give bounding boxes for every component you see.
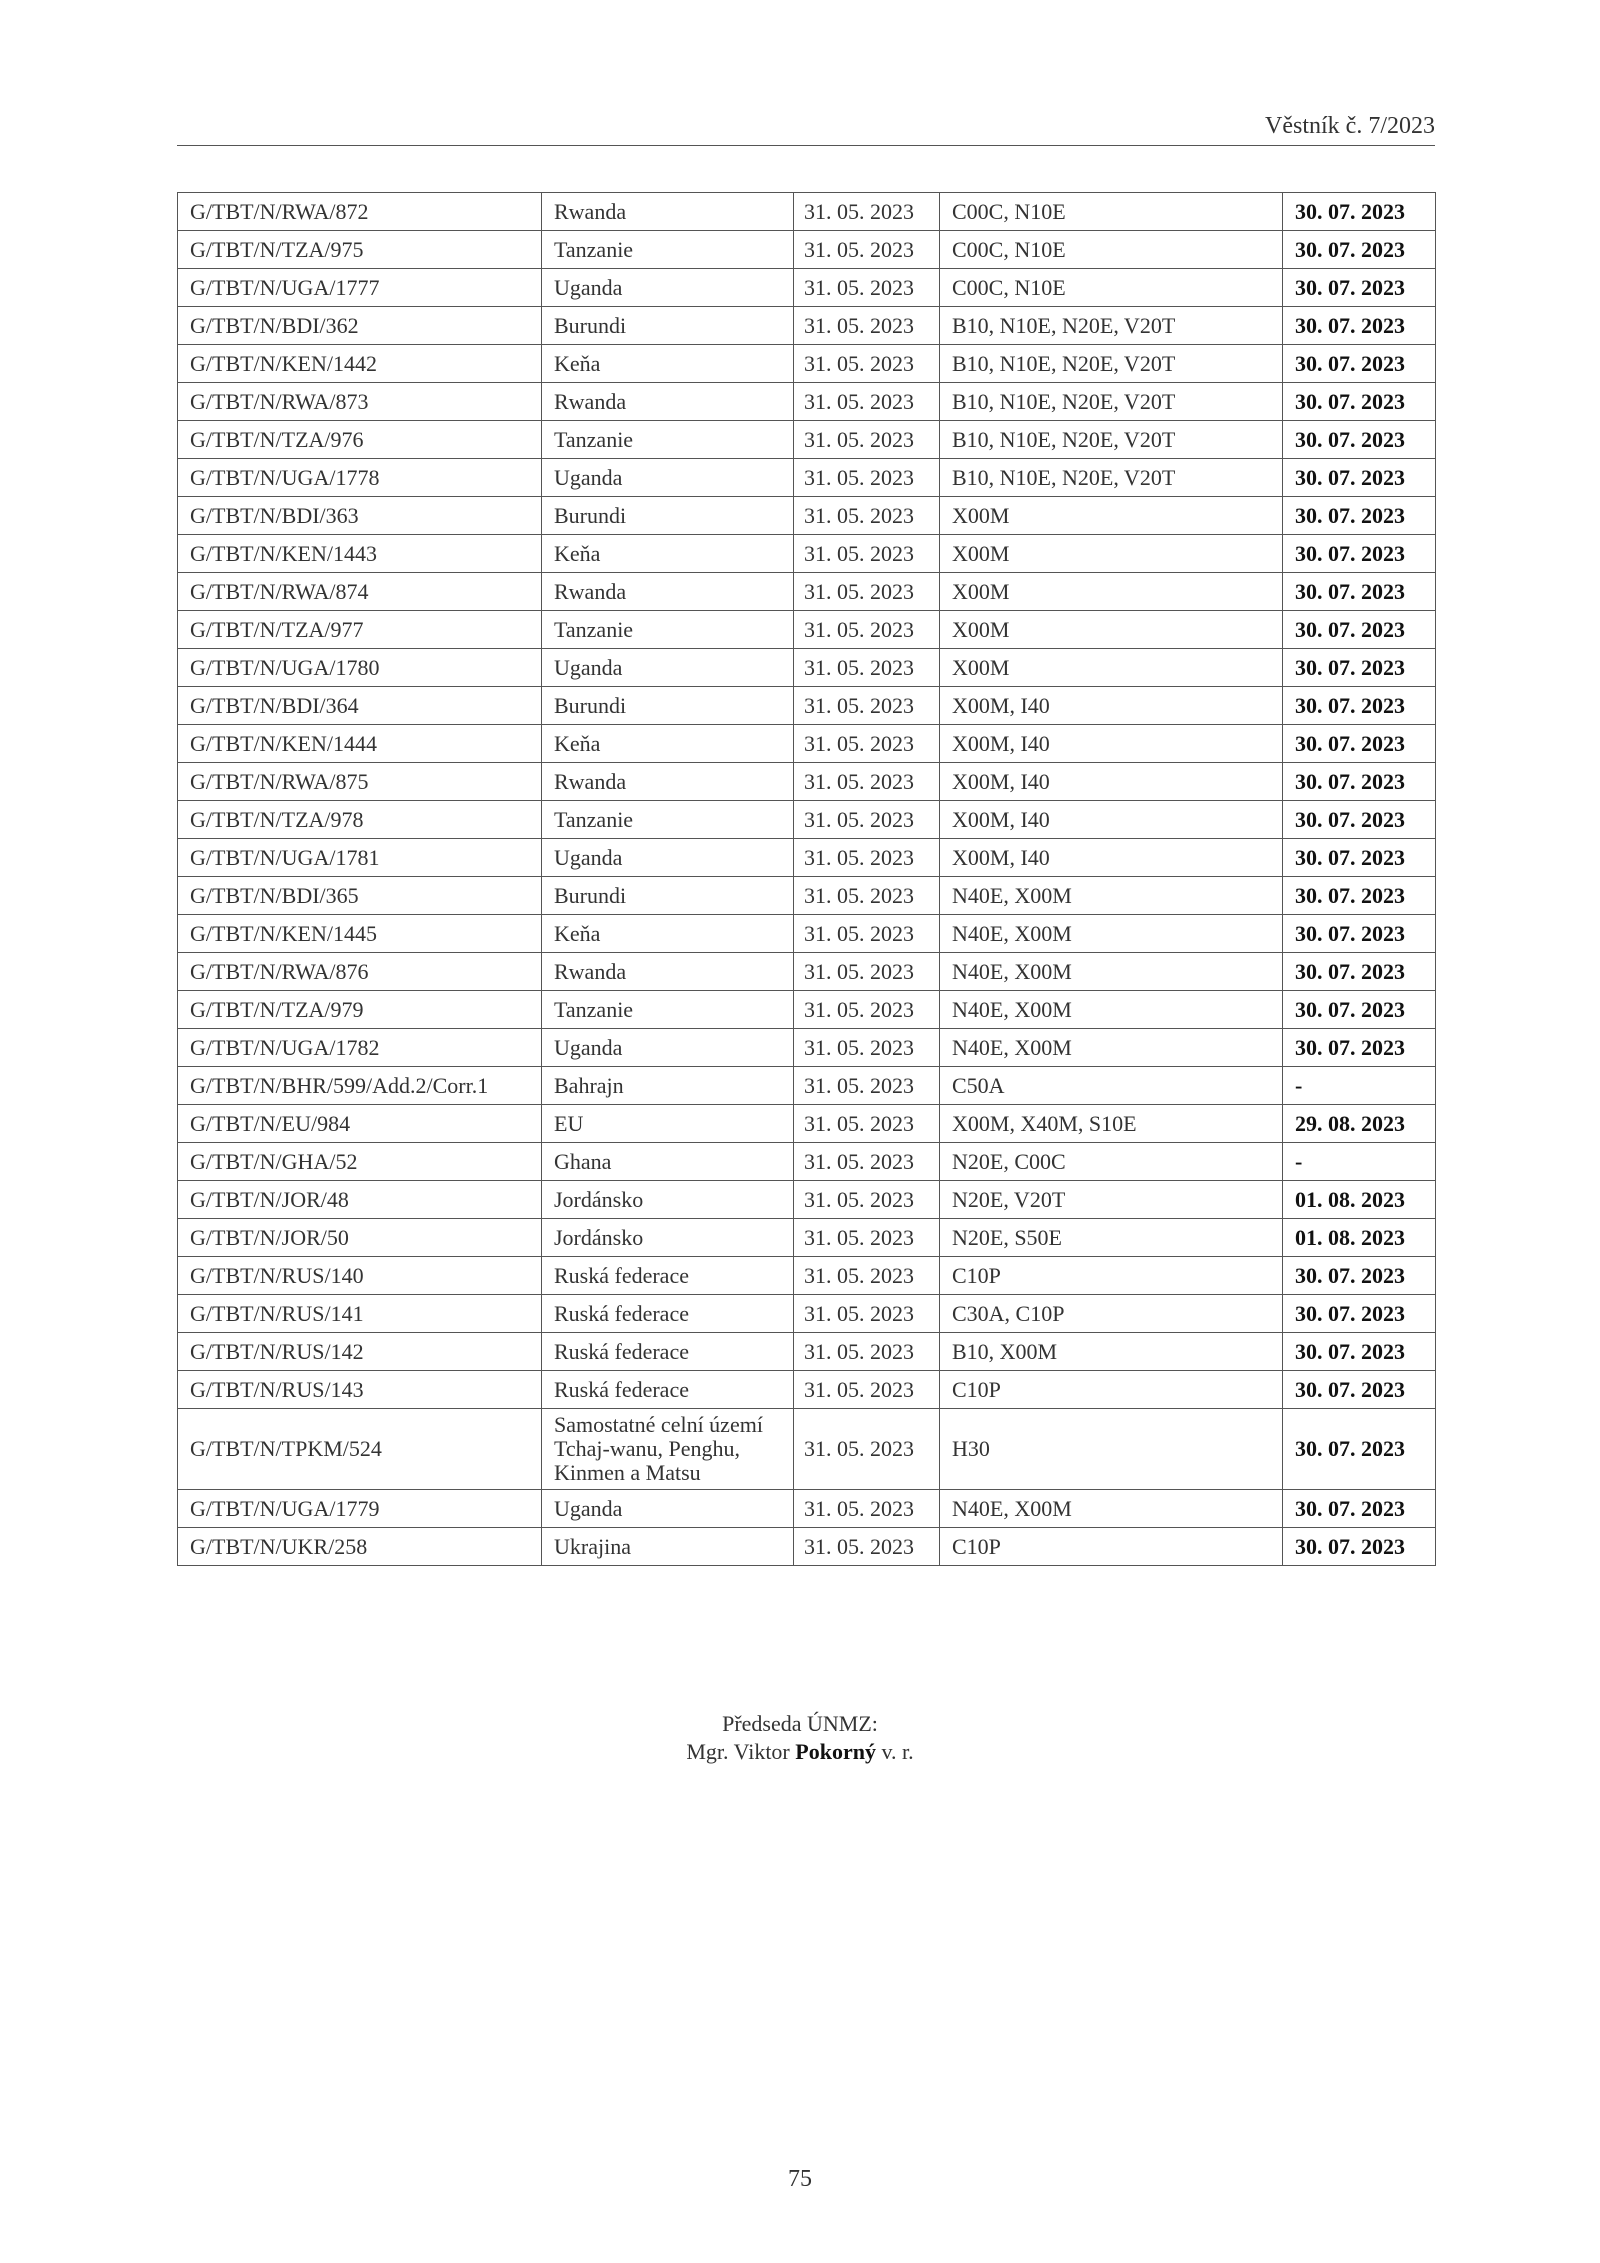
- notification-id-cell: G/TBT/N/BDI/365: [178, 877, 542, 915]
- codes-cell: X00M, I40: [940, 801, 1283, 839]
- country-cell: Burundi: [542, 687, 794, 725]
- table-row: [178, 1143, 1436, 1181]
- notification-id-cell: G/TBT/N/UGA/1780: [178, 649, 542, 687]
- notification-id-cell: G/TBT/N/UGA/1779: [178, 1490, 542, 1528]
- date-cell: 31. 05. 2023: [794, 1029, 940, 1067]
- country-cell: Uganda: [542, 459, 794, 497]
- codes-cell: N40E, X00M: [940, 915, 1283, 953]
- date-cell: 31. 05. 2023: [794, 383, 940, 421]
- notification-id-cell: G/TBT/N/BDI/363: [178, 497, 542, 535]
- notification-id-cell: G/TBT/N/UGA/1782: [178, 1029, 542, 1067]
- date-cell: 31. 05. 2023: [794, 991, 940, 1029]
- date-cell: 31. 05. 2023: [794, 421, 940, 459]
- deadline-cell: 01. 08. 2023: [1283, 1181, 1436, 1219]
- table-row: [178, 1528, 1436, 1566]
- deadline-cell: 30. 07. 2023: [1283, 345, 1436, 383]
- table-row: [178, 535, 1436, 573]
- notification-id-cell: G/TBT/N/UGA/1781: [178, 839, 542, 877]
- table-row: [178, 231, 1436, 269]
- codes-cell: N20E, S50E: [940, 1219, 1283, 1257]
- codes-cell: X00M: [940, 611, 1283, 649]
- deadline-cell: 30. 07. 2023: [1283, 1490, 1436, 1528]
- country-cell: Rwanda: [542, 763, 794, 801]
- table-row: [178, 763, 1436, 801]
- country-cell: Uganda: [542, 269, 794, 307]
- codes-cell: B10, N10E, N20E, V20T: [940, 383, 1283, 421]
- deadline-cell: 30. 07. 2023: [1283, 383, 1436, 421]
- date-cell: 31. 05. 2023: [794, 725, 940, 763]
- notification-id-cell: G/TBT/N/TZA/979: [178, 991, 542, 1029]
- notification-id-cell: G/TBT/N/BDI/364: [178, 687, 542, 725]
- deadline-cell: 30. 07. 2023: [1283, 1528, 1436, 1566]
- date-cell: 31. 05. 2023: [794, 611, 940, 649]
- notification-id-cell: G/TBT/N/BHR/599/Add.2/Corr.1: [178, 1067, 542, 1105]
- country-cell: Jordánsko: [542, 1181, 794, 1219]
- codes-cell: N20E, C00C: [940, 1143, 1283, 1181]
- codes-cell: X00M: [940, 573, 1283, 611]
- notification-id-cell: G/TBT/N/UGA/1777: [178, 269, 542, 307]
- deadline-cell: 30. 07. 2023: [1283, 1409, 1436, 1490]
- signature-role: Předseda ÚNMZ:: [722, 1711, 878, 1736]
- notification-id-cell: G/TBT/N/RWA/873: [178, 383, 542, 421]
- codes-cell: C10P: [940, 1257, 1283, 1295]
- notification-id-cell: G/TBT/N/JOR/48: [178, 1181, 542, 1219]
- deadline-cell: 30. 07. 2023: [1283, 839, 1436, 877]
- country-cell: Uganda: [542, 1029, 794, 1067]
- deadline-cell: 30. 07. 2023: [1283, 497, 1436, 535]
- table-row: [178, 1295, 1436, 1333]
- country-cell: Burundi: [542, 497, 794, 535]
- notification-id-cell: G/TBT/N/BDI/362: [178, 307, 542, 345]
- codes-cell: B10, N10E, N20E, V20T: [940, 307, 1283, 345]
- deadline-cell: 30. 07. 2023: [1283, 611, 1436, 649]
- codes-cell: C00C, N10E: [940, 231, 1283, 269]
- codes-cell: N40E, X00M: [940, 1490, 1283, 1528]
- deadline-cell: -: [1283, 1143, 1436, 1181]
- date-cell: 31. 05. 2023: [794, 269, 940, 307]
- date-cell: 31. 05. 2023: [794, 1105, 940, 1143]
- table-row: [178, 725, 1436, 763]
- notification-id-cell: G/TBT/N/RWA/874: [178, 573, 542, 611]
- codes-cell: N40E, X00M: [940, 991, 1283, 1029]
- date-cell: 31. 05. 2023: [794, 1257, 940, 1295]
- notification-id-cell: G/TBT/N/KEN/1442: [178, 345, 542, 383]
- notification-id-cell: G/TBT/N/UKR/258: [178, 1528, 542, 1566]
- deadline-cell: 30. 07. 2023: [1283, 1295, 1436, 1333]
- codes-cell: X00M, I40: [940, 839, 1283, 877]
- signature-block: [0, 1710, 1600, 1766]
- notification-id-cell: G/TBT/N/TZA/977: [178, 611, 542, 649]
- deadline-cell: 30. 07. 2023: [1283, 763, 1436, 801]
- deadline-cell: 30. 07. 2023: [1283, 1371, 1436, 1409]
- table-row: [178, 1257, 1436, 1295]
- country-cell: Rwanda: [542, 193, 794, 231]
- notification-id-cell: G/TBT/N/TPKM/524: [178, 1409, 542, 1490]
- notification-id-cell: G/TBT/N/RWA/875: [178, 763, 542, 801]
- country-cell: Tanzanie: [542, 801, 794, 839]
- date-cell: 31. 05. 2023: [794, 535, 940, 573]
- table-row: [178, 1029, 1436, 1067]
- country-cell: Burundi: [542, 307, 794, 345]
- deadline-cell: 30. 07. 2023: [1283, 269, 1436, 307]
- country-cell: Bahrajn: [542, 1067, 794, 1105]
- country-cell: Keňa: [542, 535, 794, 573]
- date-cell: 31. 05. 2023: [794, 1219, 940, 1257]
- country-cell: EU: [542, 1105, 794, 1143]
- deadline-cell: 30. 07. 2023: [1283, 307, 1436, 345]
- deadline-cell: 30. 07. 2023: [1283, 915, 1436, 953]
- table-row: [178, 1105, 1436, 1143]
- country-cell: Tanzanie: [542, 421, 794, 459]
- date-cell: 31. 05. 2023: [794, 1333, 940, 1371]
- notification-id-cell: G/TBT/N/EU/984: [178, 1105, 542, 1143]
- deadline-cell: 30. 07. 2023: [1283, 801, 1436, 839]
- country-cell: Rwanda: [542, 953, 794, 991]
- table-row: [178, 383, 1436, 421]
- date-cell: 31. 05. 2023: [794, 193, 940, 231]
- publication-title: Věstník č. 7/2023: [1265, 113, 1435, 139]
- date-cell: 31. 05. 2023: [794, 877, 940, 915]
- table-row: [178, 801, 1436, 839]
- deadline-cell: 30. 07. 2023: [1283, 421, 1436, 459]
- country-cell: Uganda: [542, 839, 794, 877]
- codes-cell: N40E, X00M: [940, 1029, 1283, 1067]
- codes-cell: C10P: [940, 1528, 1283, 1566]
- date-cell: 31. 05. 2023: [794, 1528, 940, 1566]
- codes-cell: C50A: [940, 1067, 1283, 1105]
- date-cell: 31. 05. 2023: [794, 497, 940, 535]
- codes-cell: X00M, I40: [940, 687, 1283, 725]
- date-cell: 31. 05. 2023: [794, 915, 940, 953]
- deadline-cell: 30. 07. 2023: [1283, 1333, 1436, 1371]
- date-cell: 31. 05. 2023: [794, 801, 940, 839]
- codes-cell: C00C, N10E: [940, 269, 1283, 307]
- table-row: [178, 497, 1436, 535]
- date-cell: 31. 05. 2023: [794, 573, 940, 611]
- notification-id-cell: G/TBT/N/RUS/143: [178, 1371, 542, 1409]
- deadline-cell: -: [1283, 1067, 1436, 1105]
- country-cell: Ruská federace: [542, 1295, 794, 1333]
- date-cell: 31. 05. 2023: [794, 1067, 940, 1105]
- notification-id-cell: G/TBT/N/KEN/1445: [178, 915, 542, 953]
- codes-cell: C00C, N10E: [940, 193, 1283, 231]
- date-cell: 31. 05. 2023: [794, 839, 940, 877]
- table-row: [178, 1333, 1436, 1371]
- notification-id-cell: G/TBT/N/RUS/142: [178, 1333, 542, 1371]
- page-number: 75: [788, 2166, 812, 2192]
- codes-cell: B10, N10E, N20E, V20T: [940, 459, 1283, 497]
- table-row: [178, 649, 1436, 687]
- codes-cell: C10P: [940, 1371, 1283, 1409]
- date-cell: 31. 05. 2023: [794, 1371, 940, 1409]
- deadline-cell: 30. 07. 2023: [1283, 991, 1436, 1029]
- notifications-table: [177, 192, 1436, 1566]
- deadline-cell: 30. 07. 2023: [1283, 459, 1436, 497]
- country-cell: Ukrajina: [542, 1528, 794, 1566]
- table-row: [178, 687, 1436, 725]
- country-cell: Burundi: [542, 877, 794, 915]
- signature-name-prefix: Mgr. Viktor: [686, 1739, 790, 1764]
- signature-surname: Pokorný: [795, 1739, 876, 1764]
- deadline-cell: 30. 07. 2023: [1283, 231, 1436, 269]
- country-cell: Samostatné celní území Tchaj-wanu, Penghu, Kinmen a Matsu: [542, 1409, 794, 1490]
- notification-id-cell: G/TBT/N/TZA/976: [178, 421, 542, 459]
- deadline-cell: 30. 07. 2023: [1283, 953, 1436, 991]
- notification-id-cell: G/TBT/N/UGA/1778: [178, 459, 542, 497]
- codes-cell: B10, N10E, N20E, V20T: [940, 421, 1283, 459]
- codes-cell: X00M, I40: [940, 725, 1283, 763]
- deadline-cell: 30. 07. 2023: [1283, 649, 1436, 687]
- table-row: [178, 1181, 1436, 1219]
- country-cell: Tanzanie: [542, 231, 794, 269]
- notification-id-cell: G/TBT/N/KEN/1444: [178, 725, 542, 763]
- table-row: [178, 915, 1436, 953]
- date-cell: 31. 05. 2023: [794, 953, 940, 991]
- date-cell: 31. 05. 2023: [794, 687, 940, 725]
- table-row: [178, 1490, 1436, 1528]
- date-cell: 31. 05. 2023: [794, 307, 940, 345]
- date-cell: 31. 05. 2023: [794, 1490, 940, 1528]
- codes-cell: X00M: [940, 497, 1283, 535]
- table-row: [178, 1371, 1436, 1409]
- date-cell: 31. 05. 2023: [794, 649, 940, 687]
- table-row: [178, 193, 1436, 231]
- country-cell: Tanzanie: [542, 991, 794, 1029]
- table-row: [178, 953, 1436, 991]
- codes-cell: X00M, X40M, S10E: [940, 1105, 1283, 1143]
- table-row: [178, 991, 1436, 1029]
- country-cell: Tanzanie: [542, 611, 794, 649]
- date-cell: 31. 05. 2023: [794, 763, 940, 801]
- codes-cell: H30: [940, 1409, 1283, 1490]
- table-row: [178, 1409, 1436, 1490]
- deadline-cell: 30. 07. 2023: [1283, 193, 1436, 231]
- table-row: [178, 307, 1436, 345]
- notification-id-cell: G/TBT/N/GHA/52: [178, 1143, 542, 1181]
- deadline-cell: 30. 07. 2023: [1283, 1029, 1436, 1067]
- codes-cell: B10, X00M: [940, 1333, 1283, 1371]
- country-cell: Ruská federace: [542, 1371, 794, 1409]
- notification-id-cell: G/TBT/N/RWA/876: [178, 953, 542, 991]
- notification-id-cell: G/TBT/N/KEN/1443: [178, 535, 542, 573]
- table-row: [178, 1067, 1436, 1105]
- deadline-cell: 29. 08. 2023: [1283, 1105, 1436, 1143]
- country-cell: Rwanda: [542, 383, 794, 421]
- notification-id-cell: G/TBT/N/TZA/978: [178, 801, 542, 839]
- deadline-cell: 30. 07. 2023: [1283, 725, 1436, 763]
- notification-id-cell: G/TBT/N/TZA/975: [178, 231, 542, 269]
- notification-id-cell: G/TBT/N/RUS/140: [178, 1257, 542, 1295]
- notification-id-cell: G/TBT/N/JOR/50: [178, 1219, 542, 1257]
- codes-cell: X00M, I40: [940, 763, 1283, 801]
- codes-cell: N20E, V20T: [940, 1181, 1283, 1219]
- country-cell: Ruská federace: [542, 1333, 794, 1371]
- table-row: [178, 269, 1436, 307]
- codes-cell: C30A, C10P: [940, 1295, 1283, 1333]
- country-cell: Keňa: [542, 915, 794, 953]
- codes-cell: B10, N10E, N20E, V20T: [940, 345, 1283, 383]
- page-header: [177, 108, 1435, 146]
- codes-cell: N40E, X00M: [940, 953, 1283, 991]
- country-cell: Keňa: [542, 345, 794, 383]
- table-row: [178, 345, 1436, 383]
- notifications-table-body: [178, 193, 1436, 1566]
- country-cell: Rwanda: [542, 573, 794, 611]
- date-cell: 31. 05. 2023: [794, 1181, 940, 1219]
- codes-cell: X00M: [940, 649, 1283, 687]
- date-cell: 31. 05. 2023: [794, 1143, 940, 1181]
- date-cell: 31. 05. 2023: [794, 459, 940, 497]
- signature-name: [0, 1738, 1600, 1766]
- deadline-cell: 30. 07. 2023: [1283, 573, 1436, 611]
- table-row: [178, 459, 1436, 497]
- signature-name-suffix: v. r.: [881, 1739, 914, 1764]
- deadline-cell: 30. 07. 2023: [1283, 687, 1436, 725]
- table-row: [178, 839, 1436, 877]
- table-row: [178, 877, 1436, 915]
- table-row: [178, 611, 1436, 649]
- country-cell: Uganda: [542, 649, 794, 687]
- notification-id-cell: G/TBT/N/RUS/141: [178, 1295, 542, 1333]
- country-cell: Ghana: [542, 1143, 794, 1181]
- codes-cell: N40E, X00M: [940, 877, 1283, 915]
- date-cell: 31. 05. 2023: [794, 345, 940, 383]
- notification-id-cell: G/TBT/N/RWA/872: [178, 193, 542, 231]
- deadline-cell: 30. 07. 2023: [1283, 1257, 1436, 1295]
- country-cell: Uganda: [542, 1490, 794, 1528]
- date-cell: 31. 05. 2023: [794, 1295, 940, 1333]
- table-row: [178, 1219, 1436, 1257]
- date-cell: 31. 05. 2023: [794, 231, 940, 269]
- country-cell: Ruská federace: [542, 1257, 794, 1295]
- deadline-cell: 01. 08. 2023: [1283, 1219, 1436, 1257]
- country-cell: Keňa: [542, 725, 794, 763]
- date-cell: 31. 05. 2023: [794, 1409, 940, 1490]
- deadline-cell: 30. 07. 2023: [1283, 535, 1436, 573]
- table-row: [178, 421, 1436, 459]
- country-cell: Jordánsko: [542, 1219, 794, 1257]
- deadline-cell: 30. 07. 2023: [1283, 877, 1436, 915]
- table-row: [178, 573, 1436, 611]
- codes-cell: X00M: [940, 535, 1283, 573]
